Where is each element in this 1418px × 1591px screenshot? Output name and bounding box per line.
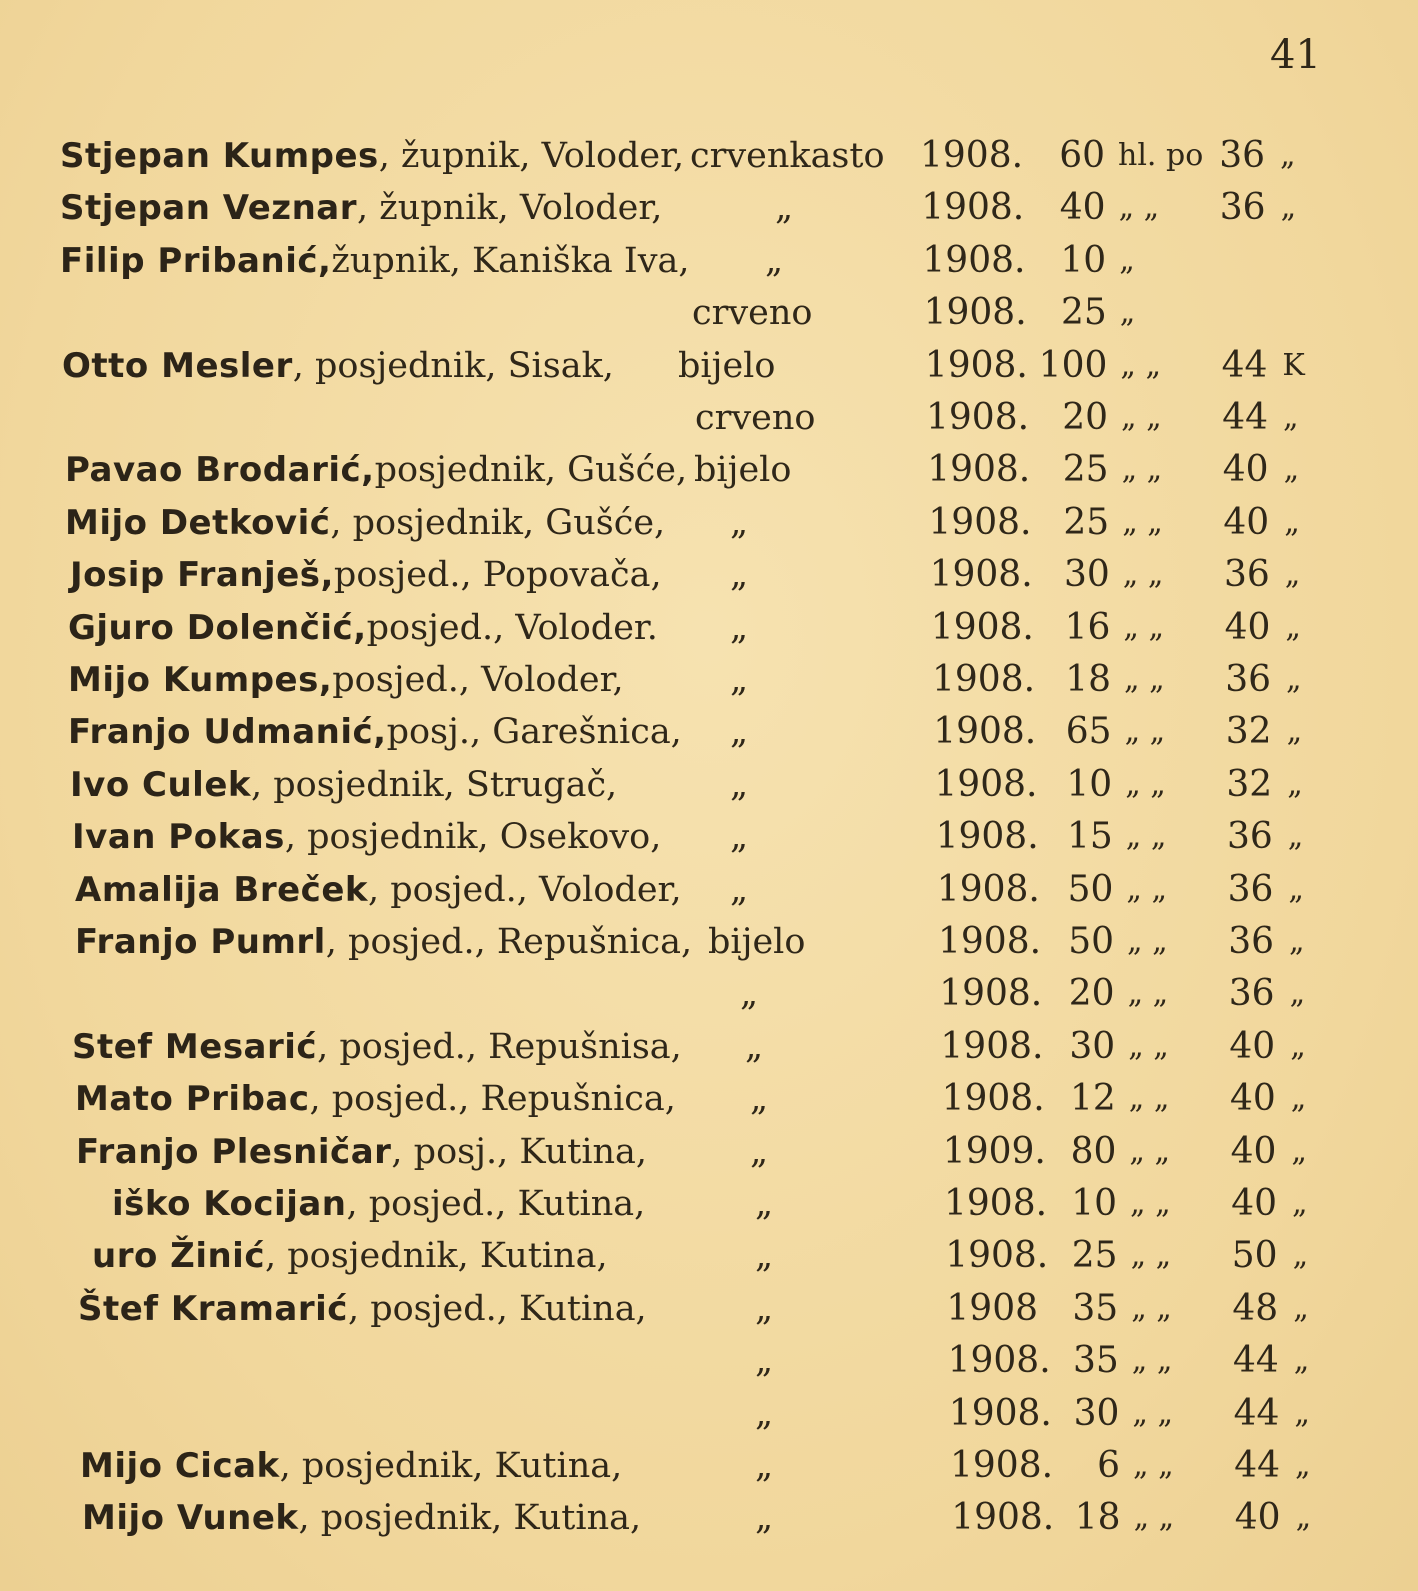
list-item: [0, 706, 1418, 758]
producer-details: posj., Garešnica,: [386, 712, 682, 753]
producer-details: , župnik, Voloder,: [378, 136, 685, 176]
vintage-year: 1908.: [927, 449, 1031, 491]
wine-color: „: [755, 1288, 774, 1329]
producer-details: posjed., Voloder,: [332, 660, 624, 700]
producer-name: Franjo Udmanić,: [68, 712, 387, 753]
currency: „: [1290, 1081, 1307, 1117]
unit: „ „: [1125, 766, 1166, 802]
vintage-year: 1908.: [941, 1078, 1045, 1120]
list-item: [0, 1230, 1418, 1282]
price: 44: [1232, 1340, 1279, 1382]
list-item: [0, 497, 1418, 549]
unit: „ „: [1133, 1448, 1174, 1483]
price: 40: [1229, 1025, 1276, 1067]
wine-color: „: [730, 502, 749, 543]
unit: „ „: [1127, 924, 1168, 959]
wine-color: „: [730, 817, 749, 858]
vintage-year: 1908.: [928, 501, 1032, 543]
producer-name: Ivan Pokas: [72, 817, 285, 858]
quantity: 18: [1065, 659, 1111, 700]
vintage-year: 1908.: [923, 292, 1027, 334]
unit: „ „: [1124, 662, 1165, 697]
price: 48: [1232, 1287, 1279, 1329]
producer-details: župnik, Kaniška Iva,: [331, 240, 690, 281]
wine-color: „: [730, 869, 749, 910]
quantity: 40: [1059, 187, 1106, 229]
producer-details: , posjednik, Kutina,: [298, 1498, 642, 1539]
currency: „: [1294, 1395, 1310, 1431]
wine-color: „: [750, 1131, 769, 1172]
vintage-year: 1908.: [921, 187, 1025, 229]
unit: „ „: [1131, 1290, 1172, 1326]
price: 36: [1226, 816, 1273, 858]
currency: „: [1280, 190, 1297, 226]
wine-color: „: [775, 188, 794, 229]
vintage-year: 1908.: [951, 1497, 1055, 1539]
currency: „: [1289, 976, 1306, 1012]
unit: „ „: [1132, 1395, 1174, 1431]
list-item: [0, 1283, 1418, 1335]
vintage-year: 1908.: [945, 1235, 1049, 1277]
currency: „: [1287, 819, 1304, 855]
producer-name: Josip Franješ,: [70, 555, 334, 596]
vintage-year: 1908.: [940, 1025, 1044, 1067]
producer-name: Mijo Vunek: [82, 1498, 299, 1539]
vintage-year: 1908.: [948, 1392, 1052, 1434]
wine-color: bijelo: [708, 922, 806, 962]
list-item: [0, 235, 1418, 287]
list-item: [0, 1492, 1418, 1544]
producer-details: , posjednik, Gušće,: [330, 502, 666, 543]
vintage-year: 1909.: [942, 1130, 1046, 1172]
quantity: 10: [1060, 239, 1107, 281]
unit: „ „: [1127, 976, 1169, 1012]
quantity: 30: [1073, 1392, 1120, 1434]
price: 40: [1223, 501, 1270, 543]
currency: „: [1290, 1028, 1306, 1064]
quantity: 16: [1064, 606, 1111, 648]
vintage-year: 1908: [946, 1287, 1039, 1329]
price: 36: [1228, 973, 1275, 1015]
wine-color: „: [740, 974, 759, 1015]
unit: „ „: [1122, 504, 1163, 540]
vintage-year: 1908.: [947, 1340, 1051, 1382]
currency: „: [1293, 1290, 1309, 1326]
list-item: [0, 182, 1418, 234]
producer-name: Mijo Kumpes,: [68, 660, 333, 700]
list-item: [0, 444, 1418, 496]
unit: „ „: [1121, 452, 1163, 488]
list-item: [0, 340, 1418, 392]
producer-name: Stjepan Veznar: [60, 188, 357, 229]
producer-details: , posjed., Repušnisa,: [317, 1026, 682, 1067]
unit: „ „: [1123, 609, 1165, 645]
price: 44: [1233, 1392, 1280, 1434]
vintage-year: 1908.: [930, 606, 1034, 648]
wine-color: „: [765, 240, 784, 281]
producer-details: , posjed., Voloder,: [368, 869, 682, 910]
quantity: 30: [1069, 1025, 1116, 1067]
currency: „: [1286, 714, 1303, 750]
producer-name: Otto Mesler: [62, 345, 293, 386]
wine-color: „: [730, 555, 749, 596]
wine-color: „: [730, 660, 749, 700]
list-item: [0, 1440, 1418, 1492]
unit: „ „: [1128, 1028, 1169, 1064]
producer-name: Pavao Brodarić,: [65, 450, 375, 491]
currency: „: [1285, 609, 1301, 645]
currency: „: [1283, 452, 1300, 488]
list-item: [0, 916, 1418, 968]
producer-name: Franjo Plesničar: [76, 1131, 392, 1172]
producer-details: posjed., Popovača,: [333, 555, 662, 596]
unit: hl. po: [1118, 138, 1204, 173]
currency: „: [1289, 924, 1305, 959]
wine-color: „: [755, 1446, 774, 1486]
wine-color: „: [750, 1079, 769, 1120]
wine-color: „: [730, 764, 749, 805]
list-item: [0, 549, 1418, 601]
unit: „ „: [1118, 190, 1160, 226]
producer-details: , posjed., Kutina,: [347, 1288, 647, 1329]
producer-details: , posjednik, Sisak,: [292, 345, 614, 386]
producer-name: Ivo Culek: [70, 764, 251, 805]
unit: „ „: [1128, 1081, 1170, 1117]
list-item: [0, 654, 1418, 706]
currency: „: [1292, 1238, 1309, 1274]
list-item: [0, 287, 1418, 339]
unit: „ „: [1133, 1500, 1175, 1536]
price: 40: [1229, 1078, 1276, 1120]
vintage-year: 1908.: [932, 659, 1036, 700]
vintage-year: 1908.: [938, 921, 1042, 962]
producer-name: Stef Mesarić: [72, 1026, 318, 1067]
unit: „ „: [1122, 557, 1164, 593]
list-item: [0, 811, 1418, 863]
vintage-year: 1908.: [926, 397, 1030, 438]
quantity: 18: [1074, 1497, 1121, 1539]
quantity: 30: [1063, 554, 1110, 596]
quantity: 80: [1070, 1130, 1117, 1172]
wine-color: „: [755, 1236, 774, 1277]
producer-name: Gjuro Dolenčić,: [68, 607, 367, 648]
price: 44: [1234, 1445, 1280, 1486]
list-item: [0, 1126, 1418, 1178]
currency: „: [1283, 400, 1299, 435]
currency: „: [1287, 766, 1303, 802]
list-item: [0, 968, 1418, 1020]
producer-name: Amalija Breček: [75, 869, 368, 910]
vintage-year: 1908.: [933, 711, 1037, 753]
unit: „ „: [1125, 819, 1167, 855]
unit: „ „: [1129, 1133, 1171, 1169]
quantity: 25: [1071, 1235, 1118, 1277]
producer-name: Mijo Detković: [65, 502, 331, 543]
producer-name: Stjepan Kumpes: [60, 136, 379, 176]
price: 40: [1230, 1130, 1277, 1172]
quantity: 20: [1068, 973, 1115, 1015]
producer-details: , posjednik, Strugač,: [251, 764, 618, 805]
currency: „: [1284, 504, 1300, 540]
price: 50: [1231, 1235, 1278, 1277]
producer-details: , posjed., Repušnica,: [309, 1079, 676, 1120]
unit: „: [1119, 295, 1136, 331]
quantity: 60: [1059, 135, 1105, 176]
wine-color: crveno: [692, 293, 813, 334]
producer-name: Filip Pribanić,: [60, 240, 332, 281]
producer-name: Franjo Pumrl: [75, 922, 326, 962]
wine-color: „: [730, 712, 749, 753]
price: 36: [1228, 921, 1274, 962]
unit: „ „: [1131, 1343, 1173, 1379]
producer-name: Mijo Cicak: [80, 1446, 280, 1486]
producer-details: , posjednik, Kutina,: [279, 1446, 623, 1486]
list-item: [0, 864, 1418, 916]
currency: „: [1286, 662, 1302, 697]
price: 32: [1225, 711, 1272, 753]
quantity: 10: [1066, 763, 1113, 805]
producer-details: , posjednik, Osekovo,: [284, 817, 662, 858]
producer-name: iško Kocijan: [112, 1184, 347, 1224]
producer-name: Štef Kramarić: [78, 1288, 348, 1329]
vintage-year: 1908.: [934, 763, 1038, 805]
vintage-year: 1908.: [922, 239, 1026, 281]
quantity: 12: [1069, 1078, 1116, 1120]
wine-color: „: [745, 1026, 764, 1067]
quantity: 50: [1067, 868, 1114, 910]
unit: „ „: [1130, 1238, 1172, 1274]
price: 36: [1219, 187, 1266, 229]
price: 40: [1231, 1183, 1277, 1224]
currency: „: [1291, 1133, 1307, 1169]
quantity: 6: [1097, 1445, 1120, 1486]
list-item: [0, 1021, 1418, 1073]
price: 36: [1219, 135, 1265, 176]
currency: „: [1293, 1343, 1310, 1379]
list-item: [0, 130, 1418, 182]
price: 36: [1225, 659, 1271, 700]
vintage-year: 1908.: [944, 1183, 1048, 1224]
wine-color: „: [755, 1498, 774, 1539]
price: 44: [1221, 344, 1268, 386]
currency: „: [1284, 557, 1301, 593]
list-item: [0, 392, 1418, 444]
currency: „: [1292, 1186, 1308, 1221]
quantity: 10: [1071, 1183, 1117, 1224]
wine-color: bijelo: [694, 450, 792, 491]
quantity: 35: [1072, 1287, 1119, 1329]
page-number: 41: [1270, 32, 1321, 78]
price: 32: [1226, 763, 1273, 805]
list-item: [0, 1335, 1418, 1387]
producer-details: , posjed., Repušnica,: [325, 922, 693, 962]
vintage-year: 1908.: [936, 868, 1040, 910]
currency: „: [1295, 1500, 1312, 1536]
unit: „ „: [1124, 714, 1166, 750]
unit: „ „: [1121, 400, 1162, 435]
currency: „: [1288, 871, 1304, 907]
producer-details: , župnik, Voloder,: [357, 188, 663, 229]
unit: „ „: [1130, 1186, 1171, 1221]
quantity: 25: [1063, 501, 1110, 543]
quantity: 25: [1060, 292, 1107, 334]
price: 44: [1222, 397, 1268, 438]
producer-details: posjednik, Gušće,: [374, 450, 688, 491]
producer-details: , posjed., Kutina,: [346, 1184, 646, 1224]
price: 36: [1227, 868, 1274, 910]
wine-color: bijelo: [678, 345, 776, 386]
quantity: 65: [1065, 711, 1112, 753]
vintage-year: 1908.: [929, 554, 1033, 596]
price: 40: [1234, 1497, 1281, 1539]
currency: „: [1280, 138, 1296, 173]
wine-color: „: [730, 607, 749, 648]
currency: K: [1282, 347, 1305, 383]
wine-color: „: [755, 1341, 774, 1382]
producer-name: uro Žinić: [92, 1236, 265, 1277]
producer-name: Mato Pribac: [75, 1079, 310, 1120]
vintage-year: 1908.: [920, 135, 1024, 176]
list-item: [0, 759, 1418, 811]
vintage-year: 1908.: [950, 1445, 1054, 1486]
list-item: [0, 602, 1418, 654]
wine-color: „: [755, 1184, 774, 1224]
price: 40: [1224, 606, 1271, 648]
vintage-year: 1908.: [939, 973, 1043, 1015]
producer-details: posjed., Voloder.: [366, 607, 658, 648]
list-item: [0, 1073, 1418, 1125]
quantity: 100: [1038, 344, 1108, 386]
quantity: 15: [1066, 816, 1113, 858]
currency: „: [1295, 1448, 1311, 1483]
wine-color: crvenkasto: [690, 136, 885, 176]
quantity: 50: [1068, 921, 1114, 962]
quantity: 35: [1072, 1340, 1119, 1382]
unit: „: [1119, 242, 1135, 278]
vintage-year: 1908.: [924, 344, 1028, 386]
unit: „ „: [1126, 871, 1168, 907]
quantity: 20: [1062, 397, 1108, 438]
producer-details: , posj., Kutina,: [391, 1131, 648, 1172]
list-item: [0, 1388, 1418, 1440]
unit: „ „: [1120, 347, 1162, 383]
price: 40: [1222, 449, 1269, 491]
quantity: 25: [1062, 449, 1109, 491]
list-item: [0, 1178, 1418, 1230]
wine-color: crveno: [695, 398, 816, 438]
price: 36: [1223, 554, 1270, 596]
wine-color: „: [755, 1393, 774, 1434]
producer-details: , posjednik, Kutina,: [265, 1236, 608, 1277]
vintage-year: 1908.: [935, 816, 1039, 858]
